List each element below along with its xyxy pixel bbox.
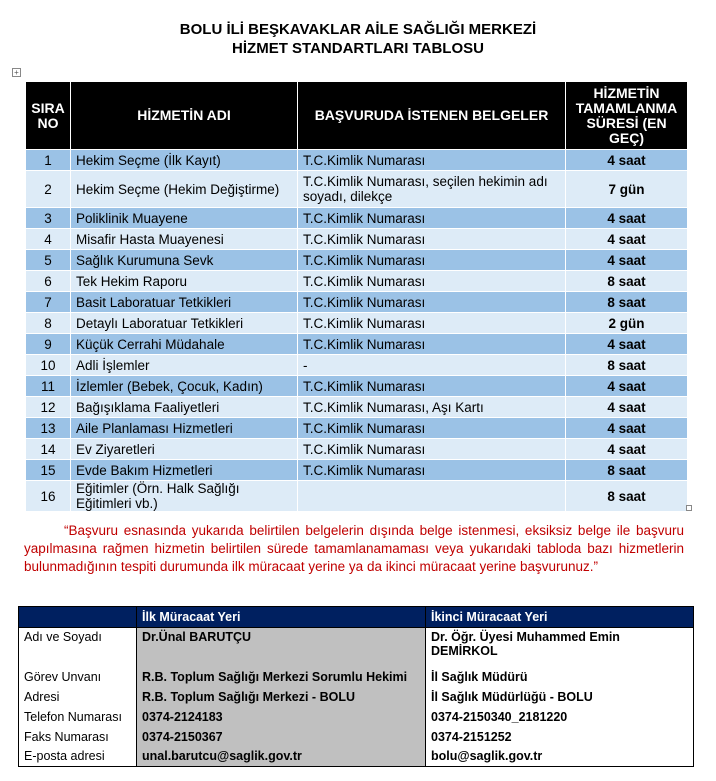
- table-row: [26, 481, 688, 512]
- cell-required-docs: T.C.Kimlik Numarası: [298, 292, 566, 313]
- cell-required-docs: [298, 481, 566, 512]
- cell-no: 10: [26, 355, 71, 376]
- cell-no: 7: [26, 292, 71, 313]
- cell-required-docs: T.C.Kimlik Numarası, seçilen hekimin adı soyadı, dilekçe: [298, 171, 566, 208]
- cell-required-docs: -: [298, 355, 566, 376]
- cell-no: 9: [26, 334, 71, 355]
- contact-header-first: İlk Müracaat Yeri: [137, 607, 426, 628]
- cell-duration: 4 saat: [566, 150, 688, 171]
- cell-no: 6: [26, 271, 71, 292]
- cell-service-name: Bağışıklama Faaliyetleri: [71, 397, 298, 418]
- contact-second-value: 0374-2151252: [426, 727, 694, 747]
- cell-duration: 4 saat: [566, 334, 688, 355]
- cell-duration: 8 saat: [566, 481, 688, 512]
- table-row: [26, 171, 688, 208]
- contact-first-value: R.B. Toplum Sağlığı Merkezi Sorumlu Hekimi: [137, 667, 426, 687]
- cell-no: 5: [26, 250, 71, 271]
- cell-duration: 8 saat: [566, 460, 688, 481]
- contact-label: Adı ve Soyadı: [19, 628, 137, 667]
- cell-service-name: Sağlık Kurumuna Sevk: [71, 250, 298, 271]
- cell-duration: 4 saat: [566, 208, 688, 229]
- contact-second-value: bolu@saglik.gov.tr: [426, 747, 694, 767]
- cell-service-name: Evde Bakım Hizmetleri: [71, 460, 298, 481]
- contact-first-value: 0374-2150367: [137, 727, 426, 747]
- cell-required-docs: T.C.Kimlik Numarası: [298, 334, 566, 355]
- cell-duration: 4 saat: [566, 418, 688, 439]
- header-required-docs: BAŞVURUDA İSTENEN BELGELER: [298, 82, 566, 150]
- table-row: [26, 271, 688, 292]
- cell-required-docs: T.C.Kimlik Numarası: [298, 439, 566, 460]
- cell-required-docs: T.C.Kimlik Numarası: [298, 418, 566, 439]
- table-header-row: [26, 82, 688, 150]
- contact-first-value: R.B. Toplum Sağlığı Merkezi - BOLU: [137, 687, 426, 707]
- table-row: [26, 397, 688, 418]
- contact-header-blank: [19, 607, 137, 628]
- contact-label: Görev Unvanı: [19, 667, 137, 687]
- cell-duration: 8 saat: [566, 292, 688, 313]
- cell-service-name: Hekim Seçme (İlk Kayıt): [71, 150, 298, 171]
- table-row: [26, 418, 688, 439]
- table-row: [26, 208, 688, 229]
- table-row: [26, 229, 688, 250]
- cell-service-name: Misafir Hasta Muayenesi: [71, 229, 298, 250]
- table-row: [26, 334, 688, 355]
- table-row: [26, 150, 688, 171]
- contact-row: [19, 747, 694, 767]
- cell-no: 16: [26, 481, 71, 512]
- cell-no: 8: [26, 313, 71, 334]
- contact-second-value: İl Sağlık Müdürü: [426, 667, 694, 687]
- header-no: SIRA NO: [26, 82, 71, 150]
- contact-table: [18, 606, 694, 767]
- service-standards-table: [25, 81, 688, 512]
- contact-first-value: unal.barutcu@saglik.gov.tr: [137, 747, 426, 767]
- cell-required-docs: T.C.Kimlik Numarası: [298, 376, 566, 397]
- table-row: [26, 460, 688, 481]
- cell-duration: 4 saat: [566, 229, 688, 250]
- cell-duration: 4 saat: [566, 439, 688, 460]
- table-row: [26, 439, 688, 460]
- cell-required-docs: T.C.Kimlik Numarası: [298, 313, 566, 334]
- cell-required-docs: T.C.Kimlik Numarası: [298, 208, 566, 229]
- header-duration: HİZMETİN TAMAMLANMA SÜRESİ (EN GEÇ): [566, 82, 688, 150]
- cell-duration: 4 saat: [566, 376, 688, 397]
- contact-second-value: İl Sağlık Müdürlüğü - BOLU: [426, 687, 694, 707]
- cell-service-name: Hekim Seçme (Hekim Değiştirme): [71, 171, 298, 208]
- cell-duration: 4 saat: [566, 250, 688, 271]
- cell-duration: 2 gün: [566, 313, 688, 334]
- cell-service-name: Eğitimler (Örn. Halk Sağlığı Eğitimleri vb.): [71, 481, 298, 512]
- contact-label: Adresi: [19, 687, 137, 707]
- contact-row: [19, 628, 694, 667]
- contact-header-row: [19, 607, 694, 628]
- cell-service-name: İzlemler (Bebek, Çocuk, Kadın): [71, 376, 298, 397]
- cell-no: 11: [26, 376, 71, 397]
- table-move-handle-icon[interactable]: +: [12, 68, 21, 77]
- cell-no: 14: [26, 439, 71, 460]
- cell-no: 2: [26, 171, 71, 208]
- contact-row: [19, 687, 694, 707]
- table-row: [26, 376, 688, 397]
- document-title: [0, 20, 716, 58]
- contact-first-value: 0374-2124183: [137, 707, 426, 727]
- cell-no: 3: [26, 208, 71, 229]
- cell-duration: 8 saat: [566, 271, 688, 292]
- cell-service-name: Basit Laboratuar Tetkikleri: [71, 292, 298, 313]
- cell-required-docs: T.C.Kimlik Numarası: [298, 271, 566, 292]
- cell-required-docs: T.C.Kimlik Numarası: [298, 229, 566, 250]
- cell-required-docs: T.C.Kimlik Numarası: [298, 150, 566, 171]
- contact-label: Telefon Numarası: [19, 707, 137, 727]
- cell-duration: 8 saat: [566, 355, 688, 376]
- cell-service-name: Poliklinik Muayene: [71, 208, 298, 229]
- cell-service-name: Küçük Cerrahi Müdahale: [71, 334, 298, 355]
- table-row: [26, 355, 688, 376]
- cell-service-name: Detaylı Laboratuar Tetkikleri: [71, 313, 298, 334]
- cell-no: 15: [26, 460, 71, 481]
- contact-first-value: Dr.Ünal BARUTÇU: [137, 628, 426, 667]
- contact-row: [19, 667, 694, 687]
- contact-label: Faks Numarası: [19, 727, 137, 747]
- cell-required-docs: T.C.Kimlik Numarası: [298, 460, 566, 481]
- contact-second-value: 0374-2150340_2181220: [426, 707, 694, 727]
- header-service-name: HİZMETİN ADI: [71, 82, 298, 150]
- cell-no: 4: [26, 229, 71, 250]
- contact-row: [19, 727, 694, 747]
- title-line-2: HİZMET STANDARTLARI TABLOSU: [232, 40, 484, 57]
- contact-row: [19, 707, 694, 727]
- table-resize-handle[interactable]: [686, 505, 692, 511]
- contact-header-second: İkinci Müracaat Yeri: [426, 607, 694, 628]
- cell-duration: 7 gün: [566, 171, 688, 208]
- cell-service-name: Ev Ziyaretleri: [71, 439, 298, 460]
- cell-required-docs: T.C.Kimlik Numarası, Aşı Kartı: [298, 397, 566, 418]
- cell-required-docs: T.C.Kimlik Numarası: [298, 250, 566, 271]
- cell-service-name: Tek Hekim Raporu: [71, 271, 298, 292]
- table-row: [26, 313, 688, 334]
- notice-paragraph: “Başvuru esnasında yukarıda belirtilen belgelerin dışında belge istenmesi, eksiksiz belge ile başvuru yapılmasına rağmen hizmetin belirtilen sürede tamamlanamaması veya yukarıdaki tabloda bazı hizmetlerin bulunmadığının tespiti durumunda ilk müracaat yerine ya da ikinci müracaat yerine başvurunuz.”: [24, 523, 684, 574]
- cell-no: 12: [26, 397, 71, 418]
- cell-no: 1: [26, 150, 71, 171]
- table-row: [26, 250, 688, 271]
- contact-second-value: Dr. Öğr. Üyesi Muhammed Emin DEMİRKOL: [426, 628, 694, 667]
- cell-service-name: Adli İşlemler: [71, 355, 298, 376]
- title-line-1: BOLU İLİ BEŞKAVAKLAR AİLE SAĞLIĞI MERKEZİ: [179, 21, 537, 38]
- cell-service-name: Aile Planlaması Hizmetleri: [71, 418, 298, 439]
- cell-duration: 4 saat: [566, 397, 688, 418]
- table-row: [26, 292, 688, 313]
- contact-label: E-posta adresi: [19, 747, 137, 767]
- cell-no: 13: [26, 418, 71, 439]
